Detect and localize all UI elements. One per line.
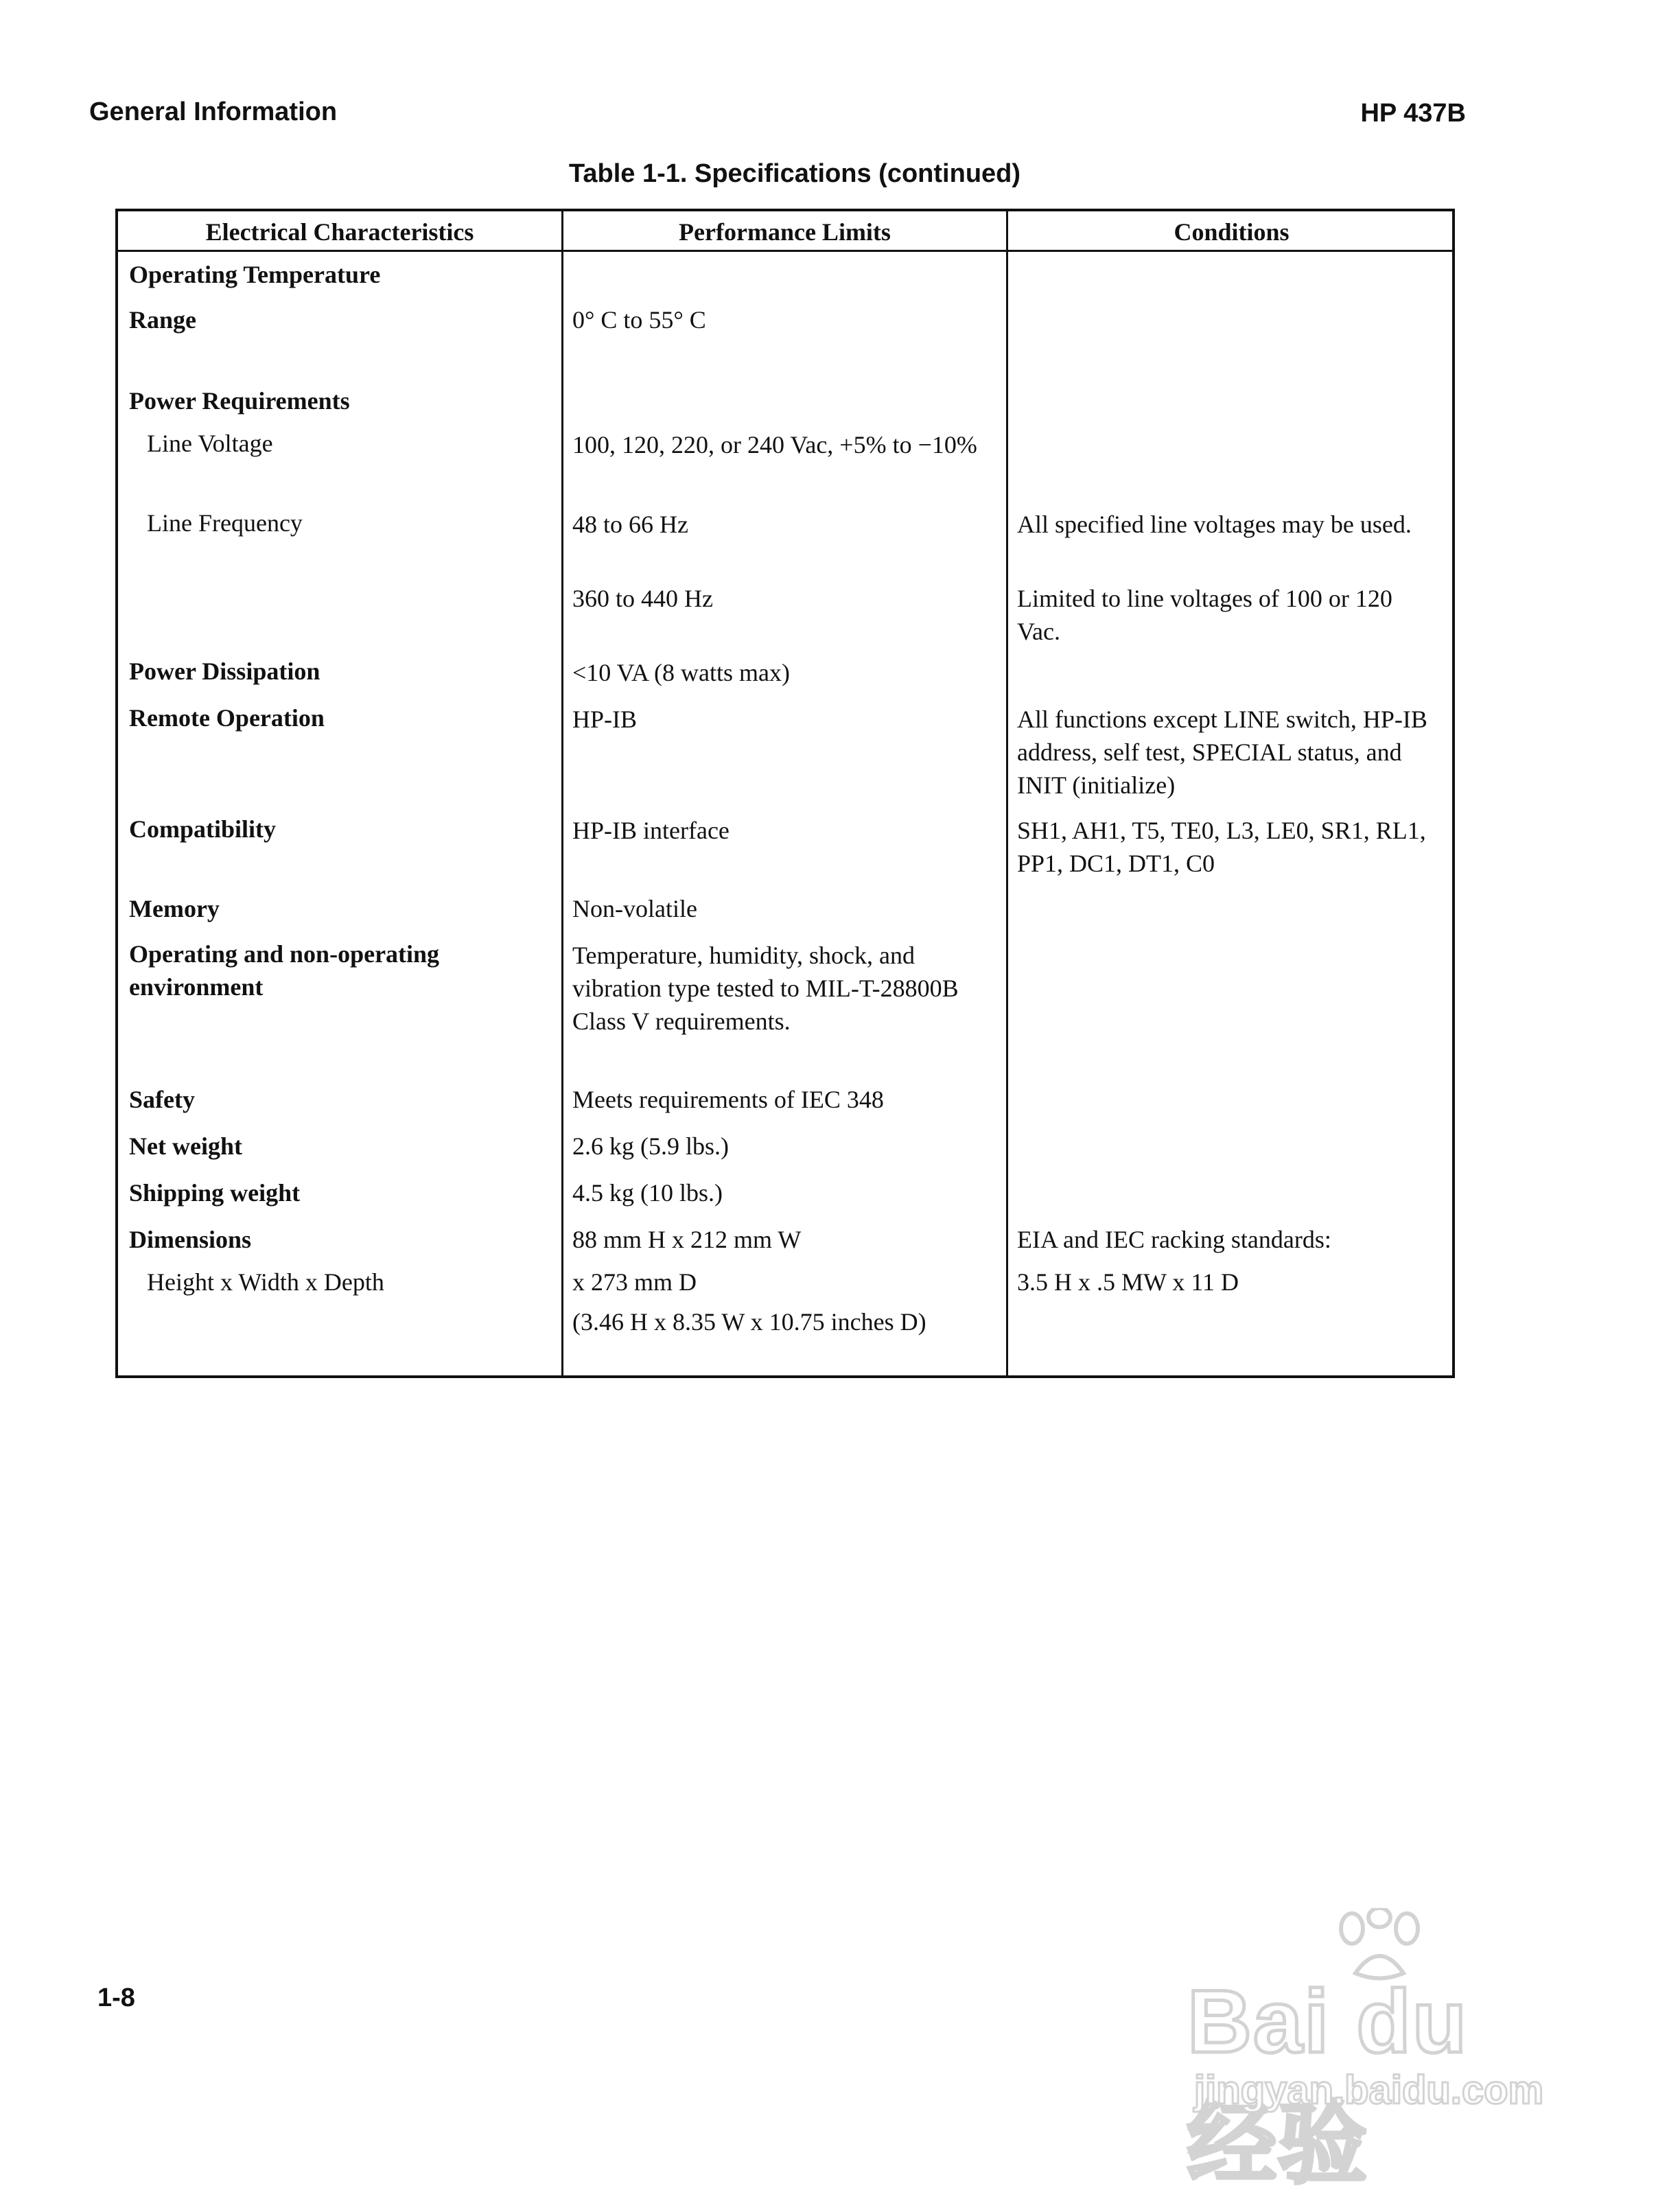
row-environment-label: Operating and non-operating environment — [129, 940, 440, 1001]
model-name: HP 437B — [1360, 99, 1466, 128]
row-memory-limits: Non-volatile — [572, 895, 697, 922]
row-line-frequency-limits: 48 to 66 Hz — [572, 511, 688, 538]
page-number: 1-8 — [97, 1983, 135, 2012]
row-power-dissipation-label: Power Dissipation — [129, 657, 320, 685]
column-header-characteristics: Electrical Characteristics — [205, 218, 474, 246]
section-title: General Information — [89, 97, 338, 126]
row-hwd-limits: x 273 mm D — [572, 1268, 697, 1296]
row-line-voltage-label: Line Voltage — [147, 430, 273, 457]
row-remote-operation-limits: HP-IB — [572, 706, 638, 733]
row-range-limits: 0° C to 55° C — [572, 306, 706, 334]
row-shipping-weight-limits: 4.5 kg (10 lbs.) — [572, 1179, 723, 1207]
row-line-frequency-2-conditions: Limited to line voltages of 100 or 120 Vac. — [1017, 585, 1392, 645]
specifications-table — [115, 209, 1455, 1378]
row-net-weight-label: Net weight — [129, 1132, 242, 1160]
row-dimensions-label: Dimensions — [129, 1226, 252, 1253]
row-net-weight-limits: 2.6 kg (5.9 lbs.) — [572, 1132, 729, 1160]
column-header-limits: Performance Limits — [679, 218, 891, 246]
column-divider — [561, 211, 563, 1375]
row-hwd-inches-limits: (3.46 H x 8.35 W x 10.75 inches D) — [572, 1308, 926, 1336]
column-header-conditions: Conditions — [1174, 218, 1290, 246]
row-safety-label: Safety — [129, 1086, 195, 1113]
watermark-brand: Bai du 经验 — [1187, 1971, 1469, 2194]
row-remote-operation-conditions: All functions except LINE switch, HP-IB address, self test, SPECIAL status, and INIT (initialize) — [1017, 706, 1427, 799]
row-range-label: Range — [129, 306, 196, 334]
column-divider — [1006, 211, 1008, 1375]
row-line-voltage-limits: 100, 120, 220, or 240 Vac, +5% to −10% — [572, 431, 977, 458]
row-power-dissipation-limits: <10 VA (8 watts max) — [572, 659, 790, 686]
row-operating-temperature-label: Operating Temperature — [129, 261, 381, 288]
header-rule — [118, 250, 1452, 252]
row-remote-operation-label: Remote Operation — [129, 704, 325, 732]
row-dimensions-conditions: EIA and IEC racking standards: — [1017, 1226, 1331, 1253]
row-hwd-conditions: 3.5 H x .5 MW x 11 D — [1017, 1268, 1239, 1296]
row-compatibility-label: Compatibility — [129, 815, 277, 843]
row-hwd-label: Height x Width x Depth — [147, 1268, 384, 1296]
row-environment-limits: Temperature, humidity, shock, and vibration type tested to MIL-T-28800B Class V requirements. — [572, 942, 959, 1035]
row-line-frequency-label: Line Frequency — [147, 509, 303, 537]
table-title: Table 1-1. Specifications (continued) — [568, 159, 1021, 188]
row-shipping-weight-label: Shipping weight — [129, 1179, 301, 1207]
watermark-url: jingyan.baidu.com — [1194, 2068, 1544, 2112]
row-power-requirements-label: Power Requirements — [129, 387, 350, 415]
row-compatibility-limits: HP-IB interface — [572, 817, 730, 844]
watermark — [1187, 1908, 1572, 2194]
row-line-frequency-2-limits: 360 to 440 Hz — [572, 585, 713, 612]
row-dimensions-limits: 88 mm H x 212 mm W — [572, 1226, 802, 1253]
row-compatibility-conditions: SH1, AH1, T5, TE0, L3, LE0, SR1, RL1, PP1, DC1, DT1, C0 — [1017, 817, 1426, 877]
row-line-frequency-conditions: All specified line voltages may be used. — [1017, 511, 1412, 538]
row-memory-label: Memory — [129, 895, 220, 922]
row-safety-limits: Meets requirements of IEC 348 — [572, 1086, 884, 1113]
